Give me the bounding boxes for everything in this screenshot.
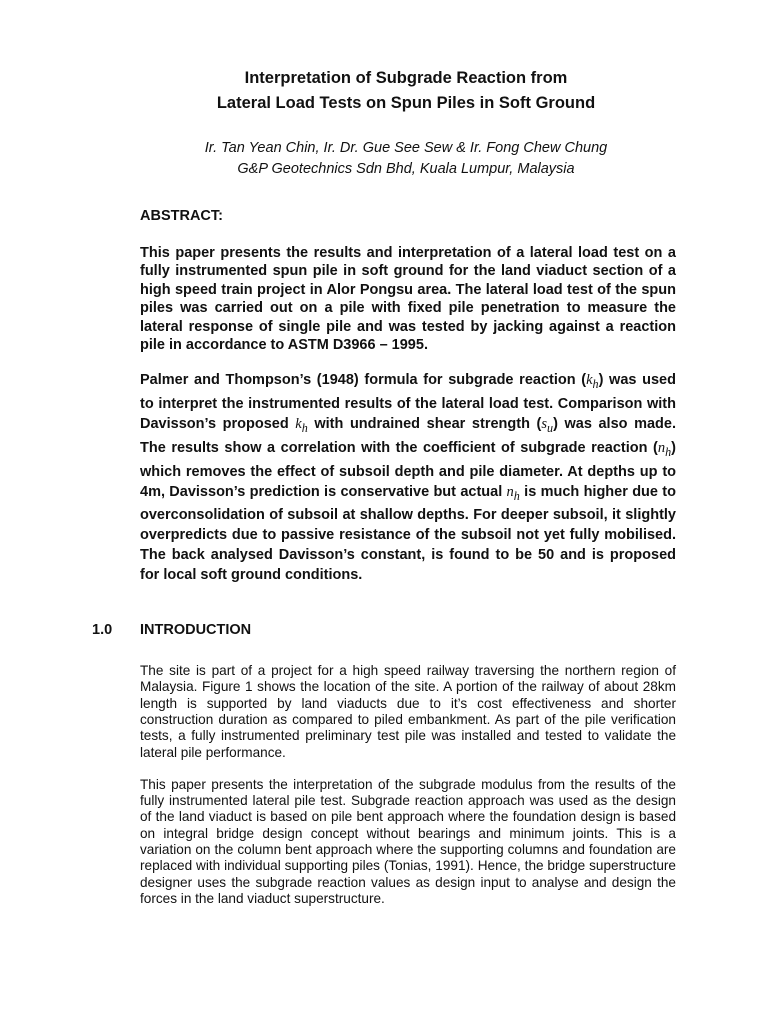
- abstract-text-segment: ) was also made. The results show a correlation with the coefficient of subgrade reaction (: [140, 416, 677, 456]
- symbol-nh: $n_h$: [657, 439, 672, 459]
- title-line-2: Lateral Load Tests on Spun Piles in Soft Ground: [216, 94, 596, 112]
- title-line-1: Interpretation of Subgrade Reaction from: [244, 69, 568, 87]
- abstract-text-segment: Palmer and Thompson’s (1948) formula for subgrade reaction (: [140, 372, 587, 389]
- symbol-kh: $k_h$: [586, 372, 599, 392]
- abstract-heading: ABSTRACT:: [140, 208, 223, 224]
- abstract-paragraph-2: [140, 371, 676, 586]
- section-number: 1.0: [92, 622, 113, 639]
- section-heading: [92, 622, 676, 639]
- section-title: INTRODUCTION: [140, 622, 252, 639]
- author-block: [136, 138, 676, 180]
- abstract-text-segment: ) which removes the effect of subsoil depth and pile diameter. At depths up to 4m, Davisson’s prediction is conservative but actual: [140, 439, 676, 500]
- abstract-text-segment: is much higher due to overconsolidation of subsoil at shallow depths. For deeper subsoil, it slightly overpredicts due to passive resistance of the subsoil not yet fully mobilised. The back analysed Davisson’s constant, is found to be 50 and is proposed for local soft ground conditions.: [140, 483, 676, 584]
- author-names: Ir. Tan Yean Chin, Ir. Dr. Gue See Sew & Ir. Fong Chew Chung: [204, 140, 608, 156]
- intro-paragraph-1: The site is part of a project for a high speed railway traversing the northern region of Malaysia. Figure 1 shows the location of the site. A portion of the railway of about 28km length is supported by land viaducts due to it’s cost effectiveness and shorter construction duration as compared to piled embankment. As part of the pile verification tests, a fully instrumented preliminary test pile was installed and tested to validate the lateral pile performance.: [140, 663, 676, 760]
- introduction-body: [140, 663, 676, 907]
- symbol-kh: $k_h$: [295, 416, 308, 436]
- abstract-paragraph-1: This paper presents the results and interpretation of a lateral load test on a fully instrumented spun pile in soft ground for the land viaduct section of a high speed train project in Alor Pongsu area. The lateral load test of the spun piles was carried out on a pile with fixed pile penetration to measure the lateral response of single pile and was tested by jacking against a reaction pile in accordance to ASTM D3966 – 1995.: [140, 245, 676, 354]
- abstract: [140, 208, 676, 586]
- abstract-text-segment: ) was used to interpret the instrumented results of the lateral load test. Comparison with Davisson’s proposed: [140, 372, 676, 433]
- abstract-text-segment: with undrained shear strength (: [307, 416, 542, 433]
- intro-paragraph-2: This paper presents the interpretation of the subgrade modulus from the results of the fully instrumented lateral pile test. Subgrade reaction approach was used as the design of the land viaduct is based on pile bent approach where the foundation design is based on integral bridge design concept without bearings and minimum joints. This is a variation on the column bent approach where the supporting columns and foundation are replaced with individual supporting piles (Tonias, 1991). Hence, the bridge superstructure designer uses the subgrade reaction values as design input to analyse and design the forces in the land viaduct superstructure.: [140, 776, 676, 906]
- symbol-nh: $n_h$: [506, 483, 520, 503]
- author-affiliation: G&P Geotechnics Sdn Bhd, Kuala Lumpur, Malaysia: [237, 161, 575, 177]
- paper-title: [136, 66, 676, 116]
- symbol-su: $s_u$: [541, 416, 554, 436]
